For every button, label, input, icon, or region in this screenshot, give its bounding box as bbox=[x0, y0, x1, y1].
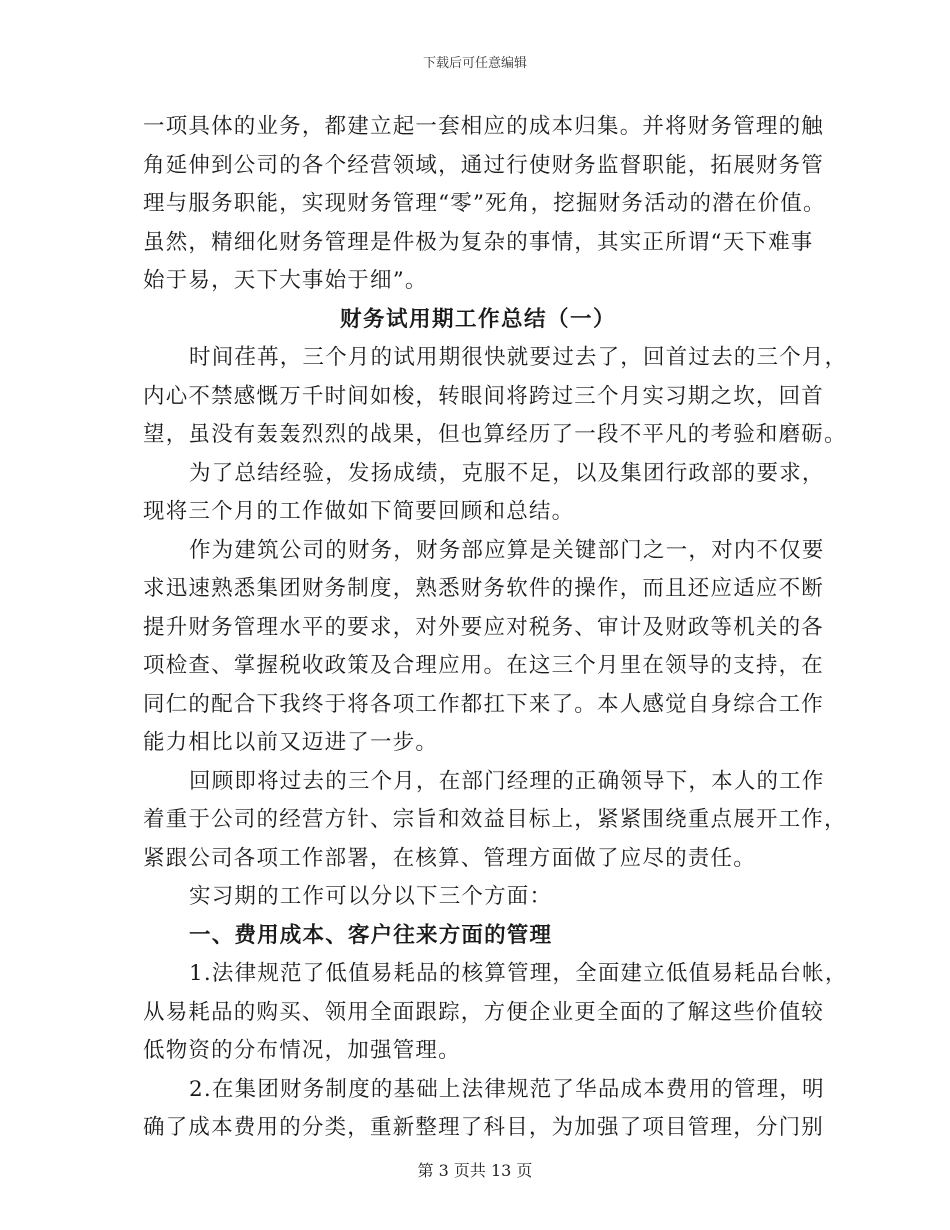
body-line: 着重于公司的经营方针、宗旨和效益目标上，紧紧围绕重点展开工作， bbox=[143, 807, 847, 832]
body-line: 虽然，精细化财务管理是件极为复杂的事情，其实正所谓“天下难事 bbox=[143, 229, 814, 255]
body-line: 望，虽没有轰轰烈烈的战果，但也算经历了一段不平凡的考验和磨砺。 bbox=[143, 422, 847, 447]
body-line: 2.在集团财务制度的基础上法律规范了华品成本费用的管理，明 bbox=[189, 1076, 825, 1102]
body-line: 角延伸到公司的各个经营领域，通过行使财务监督职能，拓展财务管 bbox=[143, 152, 825, 178]
section-title: 财务试用期工作总结（一） bbox=[339, 306, 616, 332]
subsection-heading: 一、费用成本、客户往来方面的管理 bbox=[189, 922, 553, 948]
body-line: 理与服务职能，实现财务管理“零”死角，挖掘财务活动的潜在价值。 bbox=[143, 191, 826, 216]
page-header-note: 下载后可任意编辑 bbox=[422, 56, 527, 71]
body-line: 时间荏苒，三个月的试用期很快就要过去了，回首过去的三个月， bbox=[189, 345, 848, 370]
body-line: 确了成本费用的分类，重新整理了科目，为加强了项目管理，分门别 bbox=[143, 1115, 825, 1140]
body-line: 作为建筑公司的财务，财务部应算是关键部门之一，对内不仅要 bbox=[189, 537, 825, 563]
body-line: 从易耗品的购买、领用全面跟踪，方便企业更全面的了解这些价值较 bbox=[143, 999, 825, 1025]
page-footer-number: 第 3 页共 13 页 bbox=[417, 1161, 533, 1180]
body-line: 内心不禁感慨万千时间如梭，转眼间将跨过三个月实习期之坎，回首 bbox=[143, 383, 825, 409]
body-line: 紧跟公司各项工作部署，在核算、管理方面做了应尽的责任。 bbox=[143, 845, 756, 871]
body-line: 一项具体的业务，都建立起一套相应的成本归集。并将财务管理的触 bbox=[143, 114, 825, 139]
body-line: 能力相比以前又迈进了一步。 bbox=[143, 730, 439, 755]
body-line: 始于易，天下大事始于细”。 bbox=[143, 268, 428, 293]
body-line: 1.法律规范了低值易耗品的核算管理，全面建立低值易耗品台帐， bbox=[189, 961, 848, 986]
body-line: 为了总结经验，发扬成绩，克服不足，以及集团行政部的要求， bbox=[189, 460, 825, 486]
body-line: 回顾即将过去的三个月，在部门经理的正确领导下，本人的工作 bbox=[189, 768, 825, 794]
body-line: 实习期的工作可以分以下三个方面： bbox=[189, 884, 553, 909]
body-line: 同仁的配合下我终于将各项工作都扛下来了。本人感觉自身综合工作 bbox=[143, 691, 825, 717]
document-body bbox=[143, 108, 848, 1148]
body-line: 提升财务管理水平的要求，对外要应对税务、审计及财政等机关的各 bbox=[143, 614, 825, 640]
body-line: 现将三个月的工作做如下简要回顾和总结。 bbox=[143, 499, 575, 524]
body-line: 项检查、掌握税收政策及合理应用。在这三个月里在领导的支持，在 bbox=[143, 653, 825, 678]
body-line: 求迅速熟悉集团财务制度，熟悉财务软件的操作，而且还应适应不断 bbox=[143, 576, 825, 601]
body-line: 低物资的分布情况，加强管理。 bbox=[143, 1038, 461, 1063]
